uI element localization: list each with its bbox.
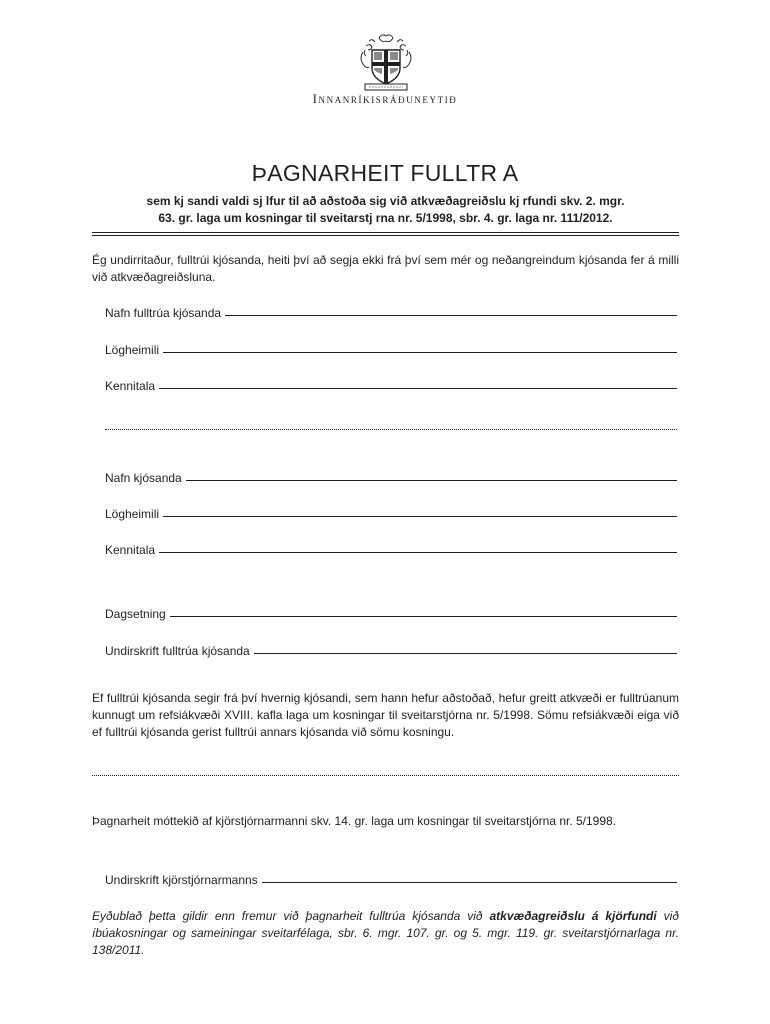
coat-of-arms-icon — [355, 32, 417, 94]
ministry-name: Innanríkisráðuneytið — [312, 91, 458, 106]
subtitle-line-1: sem kj sandi valdi sj lfur til að aðstoða sig við atkvæðagreiðslu kj rfundi skv. 2. mgr. — [146, 194, 625, 208]
fill-line — [225, 315, 677, 316]
field-label: Undirskrift fulltrúa kjósanda — [105, 644, 250, 658]
voter-id-field[interactable] — [105, 541, 677, 557]
field-label: Nafn fulltrúa kjósanda — [105, 306, 222, 320]
header-divider — [92, 232, 679, 236]
subtitle-line-2: 63. gr. laga um kosningar til sveitarstj rna nr. 5/1998, sbr. 4. gr. laga nr. 111/2012. — [158, 211, 613, 225]
representative-name-field[interactable] — [105, 304, 677, 320]
form-subtitle — [92, 193, 679, 227]
section-divider — [92, 775, 679, 776]
footnote-bold: atkvæðagreiðslu á kjörfundi — [489, 909, 657, 923]
field-label: Lögheimili — [105, 343, 160, 357]
section-divider — [105, 429, 677, 430]
fill-line — [186, 480, 677, 481]
intro-text: Ég undirritaður, fulltrúi kjósanda, heiti því að segja ekki frá því sem mér og neðangreindum kjósanda fer á milli við atkvæðagreiðsluna. — [92, 253, 679, 284]
representative-id-field[interactable] — [105, 377, 677, 393]
field-label: Lögheimili — [105, 507, 160, 521]
representative-residence-field[interactable] — [105, 341, 677, 357]
voter-residence-field[interactable] — [105, 505, 677, 521]
footnote-part-1: Eyðublað þetta gildir enn fremur við þagnarheit fulltrúa kjósanda við — [92, 909, 490, 923]
footnote-part-2: við íbúakosningar og sameiningar sveitarfélaga, sbr. 6. mgr. 107. gr. og 5. mgr. 119. gr. sveitarstjórnarlaga nr. 138/2011. — [92, 909, 679, 957]
field-label: Nafn kjósanda — [105, 471, 182, 485]
field-label: Kennitala — [105, 379, 156, 393]
received-text: Þagnarheit móttekið af kjörstjórnarmanni skv. 14. gr. laga um kosningar til sveitarstjórna nr. 5/1998. — [92, 814, 617, 828]
fill-line — [159, 552, 677, 553]
date-field[interactable] — [105, 605, 677, 621]
field-label: Dagsetning — [105, 607, 166, 621]
penalty-text: Ef fulltrúi kjósanda segir frá því hvernig kjósandi, sem hann hefur aðstoðað, hefur greitt atkvæði er fulltrúanum kunnugt um refsiákvæði XVIII. kafla laga um kosningar til sveitarstjórna nr. 5/1998. Sömu refsiákvæði eiga við ef fulltrúi kjósanda gerist fulltrúi annars kjósanda við sömu kosningu. — [92, 691, 679, 739]
form-title: ÞAGNARHEIT FULLTR A — [251, 160, 519, 186]
footnote — [92, 908, 679, 959]
fill-line — [159, 388, 677, 389]
official-signature-field[interactable] — [105, 871, 677, 887]
field-label: Kennitala — [105, 543, 156, 557]
fill-line — [163, 352, 677, 353]
fill-line — [262, 882, 677, 883]
field-label: Undirskrift kjörstjórnarmanns — [105, 873, 258, 887]
fill-line — [163, 516, 677, 517]
fill-line — [254, 653, 677, 654]
representative-signature-field[interactable] — [105, 642, 677, 658]
voter-name-field[interactable] — [105, 469, 677, 485]
fill-line — [170, 616, 677, 617]
